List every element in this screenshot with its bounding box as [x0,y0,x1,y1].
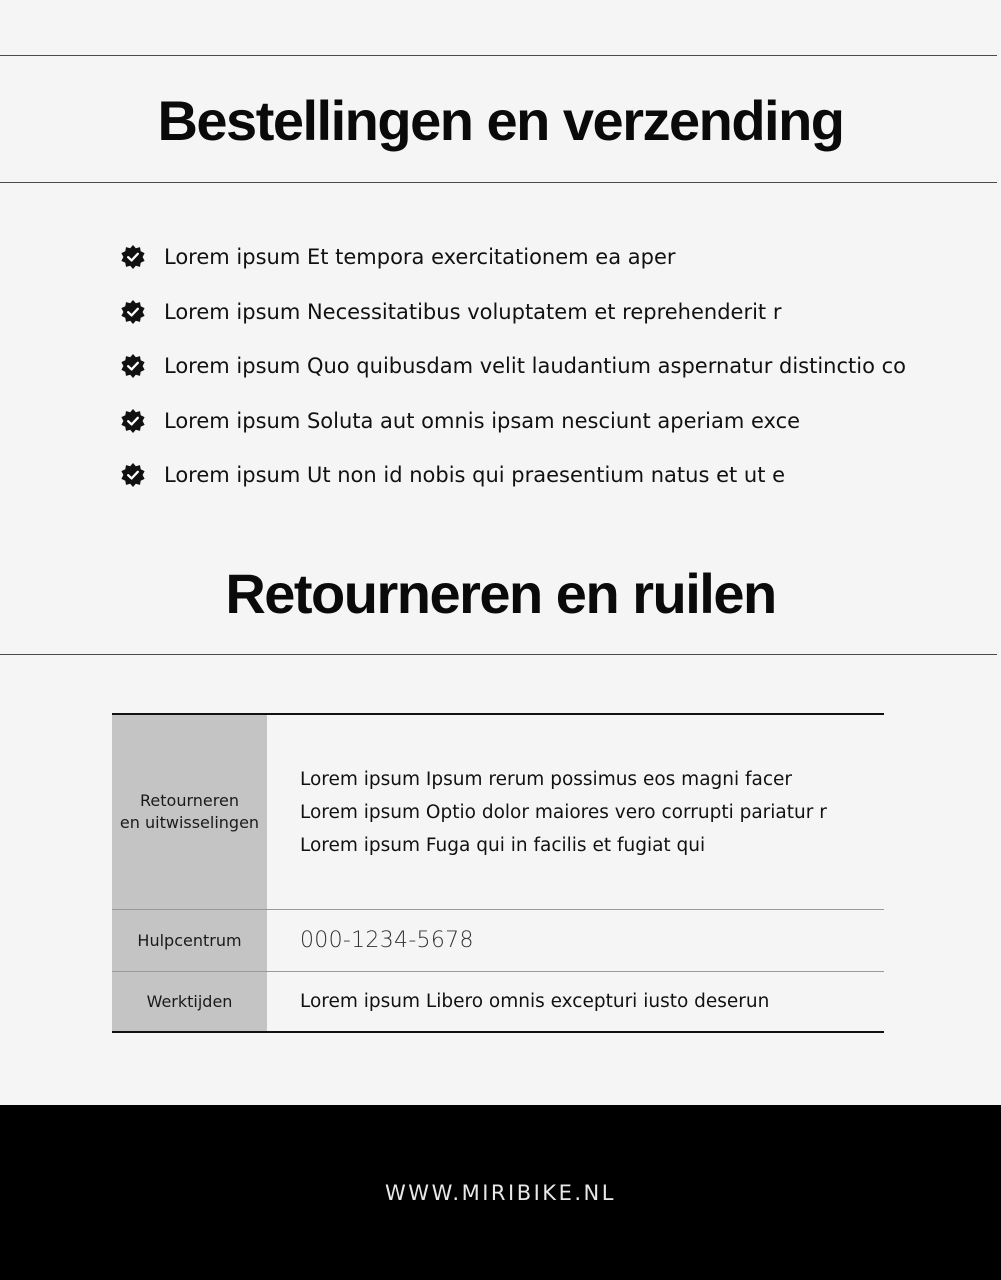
row-label-line: Retourneren [140,791,239,810]
row-value-line: Lorem ipsum Fuga qui in facilis et fugiat qui [300,834,706,856]
returns-info-table [112,713,884,1033]
row-label-line: en uitwisselingen [119,813,260,832]
footer [0,1105,1001,1280]
row-value [267,910,884,971]
check-badge-icon [120,462,146,488]
check-badge-icon [120,353,146,379]
list-item [120,394,906,449]
table-row [112,971,884,1031]
list-item-text: Lorem ipsum Necessitatibus voluptatem et reprehenderit r [164,299,782,324]
table-row [112,715,884,909]
list-item-text: Lorem ipsum Quo quibusdam velit laudantium aspernatur distinctio co [164,354,907,379]
list-item [120,285,906,340]
returns-title-divider [0,654,997,655]
row-value [267,715,884,909]
orders-title-divider [0,182,997,183]
orders-title: Bestellingen en verzending [157,89,844,152]
list-item-text: Lorem ipsum Soluta aut omnis ipsam nesciunt aperiam exce [164,408,801,433]
top-divider [0,55,997,56]
table-row [112,909,884,971]
row-label: Werktijden [112,972,267,1031]
returns-title: Retourneren en ruilen [225,562,776,625]
row-label: Hulpcentrum [112,910,267,971]
check-badge-icon [120,408,146,434]
check-badge-icon [120,244,146,270]
list-item-text: Lorem ipsum Ut non id nobis qui praesentium natus et ut e [164,463,786,488]
website-url: WWW.MIRIBIKE.NL [385,1180,616,1205]
working-hours-text: Lorem ipsum Libero omnis excepturi iusto deserun [300,991,770,1012]
list-item [120,230,906,285]
orders-checklist [120,230,906,503]
phone-number: 000-1234-5678 [300,928,474,953]
list-item [120,448,906,503]
check-badge-icon [120,299,146,325]
list-item [120,339,906,394]
row-value-line: Lorem ipsum Optio dolor maiores vero corrupti pariatur r [300,801,827,823]
list-item-text: Lorem ipsum Et tempora exercitationem ea aper [164,245,676,270]
row-value [267,972,884,1031]
row-value-line: Lorem ipsum Ipsum rerum possimus eos magni facer [300,768,793,790]
row-label [112,715,267,909]
